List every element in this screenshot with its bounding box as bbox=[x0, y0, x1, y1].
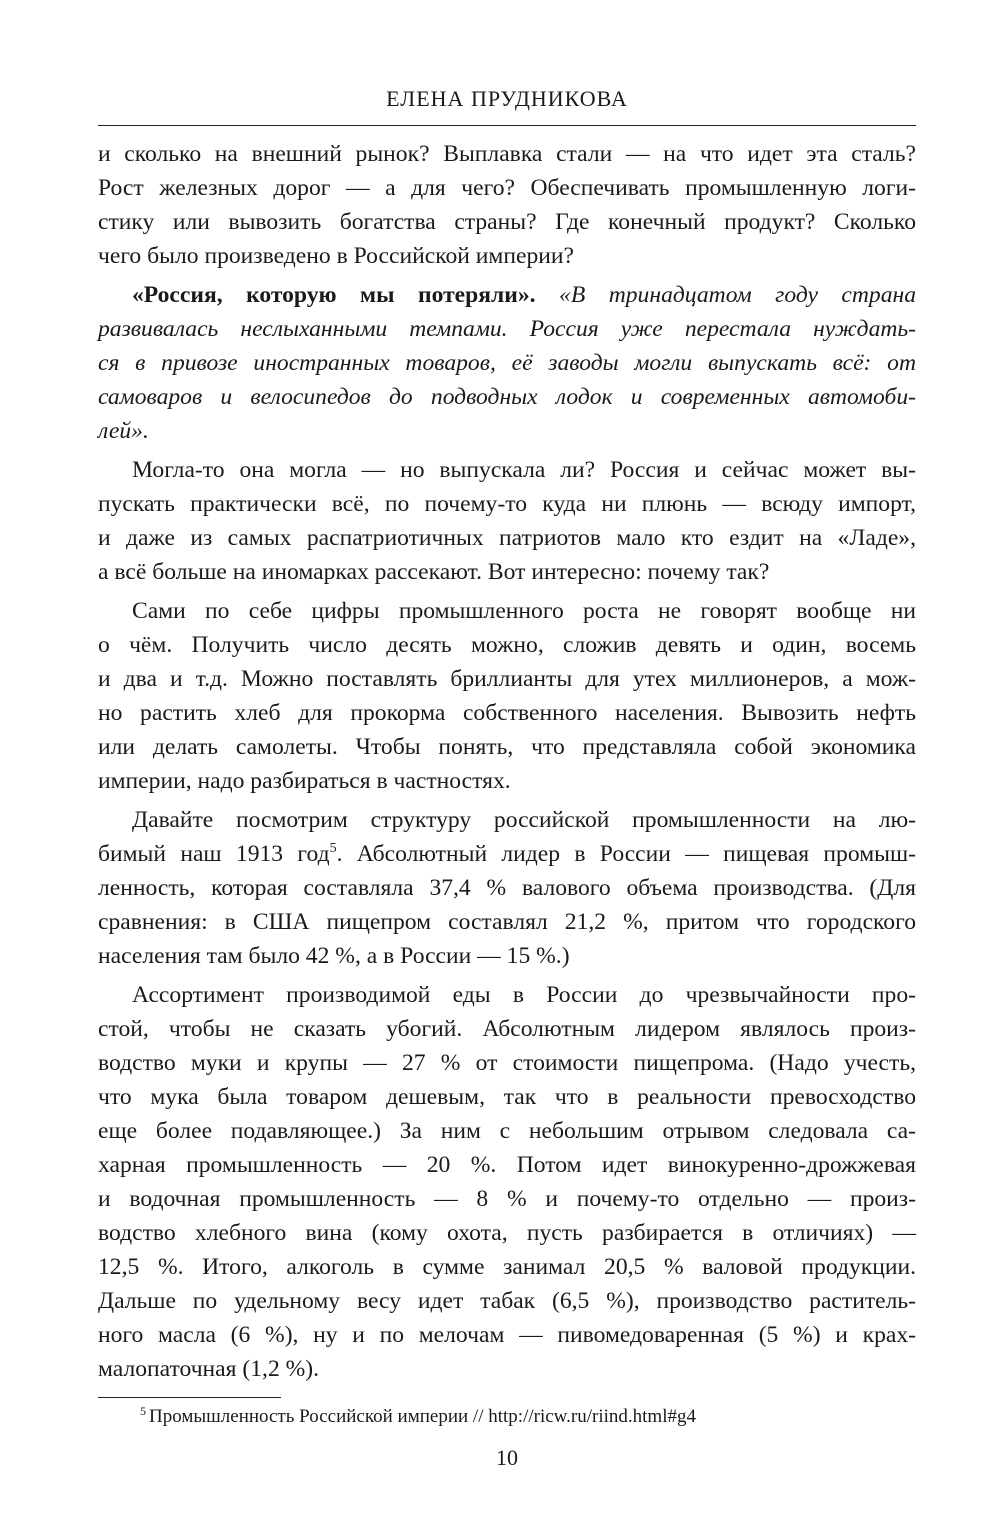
text-line: харная промышленность — 20 %. Потом идет винокуренно-дрожжевая bbox=[98, 1152, 916, 1178]
text-line: чего было произведено в Российской империи? bbox=[98, 243, 574, 269]
book-page bbox=[98, 0, 916, 1529]
text-line: или делать самолеты. Чтобы понять, что представляла собой экономика bbox=[98, 734, 916, 760]
text-line bbox=[98, 278, 916, 312]
quote-italic: самоваров и велосипедов до подводных лодок и современных автомоби- bbox=[98, 384, 916, 410]
text-line: водство муки и крупы — 27 % от стоимости пищепрома. (Надо учесть, bbox=[98, 1050, 916, 1076]
text-line: и водочная промышленность — 8 % и почему-то отдельно — произ- bbox=[98, 1186, 916, 1212]
header-rule bbox=[98, 125, 916, 126]
text-line bbox=[98, 312, 916, 346]
text-line: о чём. Получить число десять можно, сложив девять и один, восемь bbox=[98, 632, 916, 658]
text-line: пускать практически всё, по почему-то куда ни плюнь — всюду импорт, bbox=[98, 491, 916, 517]
text-fragment: бимый наш 1913 год bbox=[98, 841, 330, 867]
text-line: Ассортимент производимой еды в России до чрезвычайности про- bbox=[132, 982, 916, 1008]
text-line: Давайте посмотрим структуру российской промышленности на лю- bbox=[132, 807, 916, 833]
quote-italic: ся в привозе иностранных товаров, её заводы могли выпускать всё: от bbox=[98, 350, 916, 376]
text-line: стой, чтобы не сказать убогий. Абсолютным лидером являлось произ- bbox=[98, 1016, 916, 1042]
paragraph-2 bbox=[98, 278, 916, 448]
text-line bbox=[98, 414, 916, 448]
text-fragment: . Абсолютный лидер в России — пищевая промыш- bbox=[336, 841, 917, 867]
text-line: ленность, которая составляла 37,4 % валового объема производства. (Для bbox=[98, 875, 916, 901]
paragraph-5 bbox=[98, 803, 916, 973]
footnote bbox=[140, 1404, 696, 1430]
footnote-number: 5 bbox=[140, 1403, 146, 1418]
text-line: и два и т.д. Можно поставлять бриллианты для утех миллионеров, а мож- bbox=[98, 666, 916, 692]
text-line: сравнения: в США пищепром составлял 21,2 %, притом что городского bbox=[98, 909, 916, 935]
text-line: Рост железных дорог — а для чего? Обеспечивать промышленную логи- bbox=[98, 175, 916, 201]
text-line: стику или вывозить богатства страны? Где конечный продукт? Сколько bbox=[98, 209, 916, 235]
text-line: Дальше по удельному весу идет табак (6,5 %), производство раститель- bbox=[98, 1288, 916, 1314]
text-line: Могла-то она могла — но выпускала ли? Россия и сейчас может вы- bbox=[132, 457, 916, 483]
quote-italic: развивалась неслыханными темпами. Россия уже перестала нуждать- bbox=[98, 316, 916, 342]
paragraph-4 bbox=[98, 594, 916, 798]
paragraph-6 bbox=[98, 978, 916, 1386]
text-line: 12,5 %. Итого, алкоголь в сумме занимал 20,5 % валовой продукции. bbox=[98, 1254, 916, 1280]
text-line: малопаточная (1,2 %). bbox=[98, 1356, 320, 1382]
text-line bbox=[98, 837, 916, 871]
text-line: и даже из самых распатриотичных патриотов мало кто ездит на «Ладе», bbox=[98, 525, 916, 551]
text-line: а всё больше на иномарках рассекают. Вот интересно: почему так? bbox=[98, 559, 770, 585]
paragraph-3 bbox=[98, 453, 916, 589]
text-line bbox=[98, 346, 916, 380]
section-lead-bold: «Россия, которую мы потеряли». bbox=[132, 282, 536, 308]
text-line: и сколько на внешний рынок? Выплавка стали — на что идет эта сталь? bbox=[98, 141, 916, 167]
footnote-rule bbox=[98, 1397, 281, 1398]
text-line: империи, надо разбираться в частностях. bbox=[98, 768, 511, 794]
footnote-text: Промышленность Российской империи // http://ricw.ru/riind.html#g4 bbox=[149, 1406, 696, 1427]
text-line: водство хлебного вина (кому охота, пусть разбирается в отличиях) — bbox=[98, 1220, 916, 1246]
quote-italic: лей». bbox=[98, 418, 149, 444]
text-line: населения там было 42 %, а в России — 15 %.) bbox=[98, 943, 570, 969]
running-header: ЕЛЕНА ПРУДНИКОВА bbox=[386, 86, 628, 111]
page-number: 10 bbox=[496, 1445, 518, 1470]
quote-italic: «В тринадцатом году страна bbox=[559, 282, 917, 308]
text-line: что мука была товаром дешевым, так что в реальности превосходство bbox=[98, 1084, 916, 1110]
body-text bbox=[98, 137, 916, 1386]
text-line: Сами по себе цифры промышленного роста не говорят вообще ни bbox=[132, 598, 916, 624]
text-line bbox=[98, 380, 916, 414]
text-line: еще более подавляющее.) За ним с небольшим отрывом следовала са- bbox=[98, 1118, 916, 1144]
text-line: но растить хлеб для прокорма собственного населения. Вывозить нефть bbox=[98, 700, 916, 726]
paragraph-1 bbox=[98, 137, 916, 273]
footnote-reference: 5 bbox=[329, 841, 337, 857]
text-line: ного масла (6 %), ну и по мелочам — пивомедоваренная (5 %) и крах- bbox=[98, 1322, 916, 1348]
